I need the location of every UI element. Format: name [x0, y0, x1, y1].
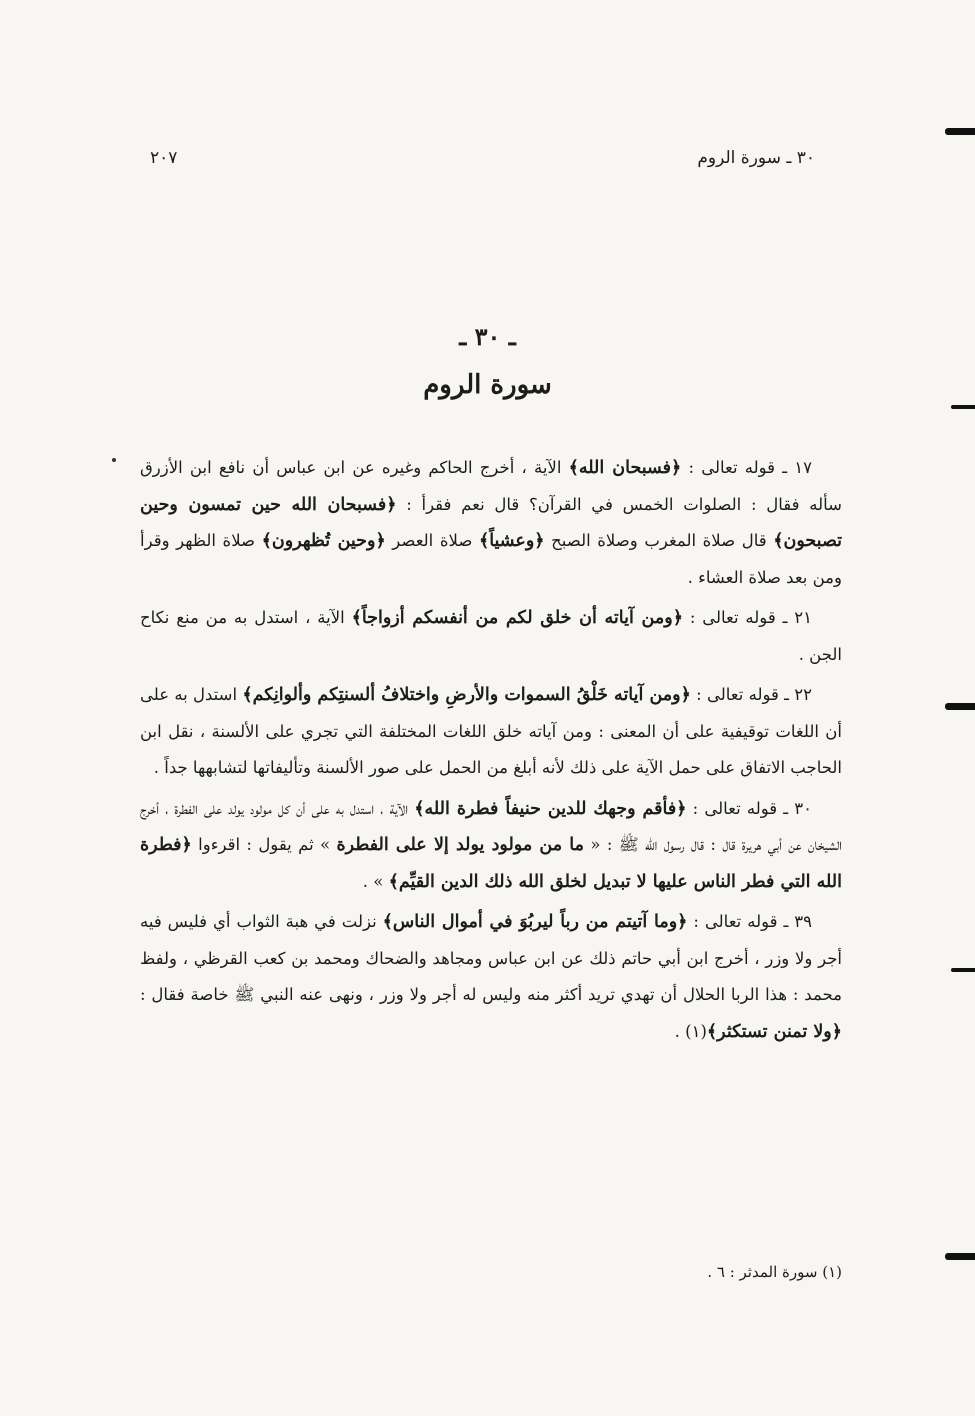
- paragraph-text: ١٧ ـ قوله تعالى :: [681, 458, 812, 477]
- chapter-number: ـ ٣٠ ـ: [459, 322, 516, 351]
- paragraph-text: ٢١ ـ قوله تعالى :: [682, 608, 812, 627]
- paragraph-text: نزلت في هبة الثواب أي فليس فيه أجر ولا وزر ، أخرج ابن أبي حاتم ذلك عن ابن عباس ومجاهد والضحاك ومحمد بن كعب القرظي ، ولفظ محمد : هذا الربا الحلال أن تهدي تريد أكثر منه وليس له أجر ولا وزر ، ونهى عنه النبي ﷺ خاصة فقال :: [140, 912, 842, 1004]
- body-text: [140, 450, 842, 1054]
- chapter-running-title: ٣٠ ـ سورة الروم: [697, 148, 815, 168]
- margin-dot: [112, 458, 116, 462]
- paragraph-text: ٢٢ ـ قوله تعالى :: [690, 685, 812, 704]
- quran-verse: ﴿فسبحان الله حين تمسون وحين تصبحون﴾: [140, 494, 842, 551]
- paragraph-text: ٣٩ ـ قوله تعالى :: [687, 912, 812, 931]
- paragraph: [140, 677, 842, 787]
- paragraph-text: » .: [362, 871, 389, 891]
- paragraph-text: الآية ، استدل به من منع نكاح الجن .: [140, 608, 842, 664]
- quran-verse: ﴿ومن آياته خَلْقُ السموات والأرضِ واختلافُ ألسنتِكم وألوانِكم﴾: [242, 685, 691, 705]
- paragraph-text: الآية ، استدل به على أن كل مولود يولد على الفطرة ، أخرج الشيخان عن أبي هريرة قال : قال رسول الله ﷺ : «: [140, 798, 842, 854]
- paragraph: [140, 904, 842, 1050]
- paragraph-text: » ثم يقول : اقرءوا: [191, 835, 337, 854]
- chapter-title: سورة الروم: [423, 370, 552, 400]
- paragraph-text: صلاة الظهر وقرأ ومن بعد صلاة العشاء .: [140, 531, 842, 587]
- quran-verse: ﴿فطرة الله التي فطر الناس عليها لا تبديل لخلق الله ذلك الدين القيِّم﴾: [140, 835, 842, 892]
- paragraph-text: الآية ، أخرج الحاكم وغيره عن ابن عباس أن نافع ابن الأزرق سأله فقال : الصلوات الخمس في القرآن؟ قال نعم فقرأ :: [140, 458, 843, 514]
- paragraph: [140, 600, 842, 673]
- quran-verse: ﴿ومن آياته أن خلق لكم من أنفسكم أزواجاً﴾: [351, 608, 683, 628]
- footnote-text: سورة المدثر : ٦ .: [707, 1263, 818, 1281]
- footnote: [140, 1263, 842, 1281]
- quran-verse: ﴿وحين تُظهرون﴾: [261, 531, 386, 551]
- binding-mark: [951, 405, 975, 409]
- binding-mark: [945, 1253, 975, 1260]
- binding-mark: [951, 968, 975, 972]
- binding-mark: [945, 703, 975, 710]
- paragraph-text: (١) .: [674, 1021, 707, 1041]
- paragraph: [140, 791, 842, 901]
- quran-verse: ﴿فسبحان الله﴾: [568, 458, 682, 478]
- quran-verse: ﴿فأقم وجهك للدين حنيفاً فطرة الله﴾: [414, 798, 687, 819]
- quran-verse: ما من مولود يولد إلا على الفطرة: [336, 835, 585, 855]
- paragraph-text: قال صلاة المغرب وصلاة الصبح: [544, 531, 774, 550]
- binding-mark: [945, 128, 975, 135]
- page-number: ٢٠٧: [150, 148, 178, 168]
- footnote-marker: (١): [822, 1263, 842, 1281]
- paragraph-text: ٣٠ ـ قوله تعالى :: [686, 798, 812, 818]
- quran-verse: ﴿ولا تمنن تستكثر﴾: [706, 1021, 842, 1042]
- running-header: [150, 138, 815, 178]
- paragraph-text: صلاة العصر: [385, 531, 479, 550]
- quran-verse: ﴿وما آتيتم من رباً ليربُوَ في أموال الناس﴾: [382, 912, 688, 932]
- quran-verse: ﴿وعشياً﴾: [478, 531, 545, 551]
- paragraph: [140, 450, 842, 596]
- paragraph-text: استدل به على أن اللغات توقيفية على أن المعنى : ومن آياته خلق اللغات المختلفة التي تجري على الألسنة ، نقل ابن الحاجب الاتفاق على حمل الآية على ذلك لأنه أبلغ من الحمل على صور الألسنة وتأليفاتها لتشابهها جداً .: [140, 685, 842, 777]
